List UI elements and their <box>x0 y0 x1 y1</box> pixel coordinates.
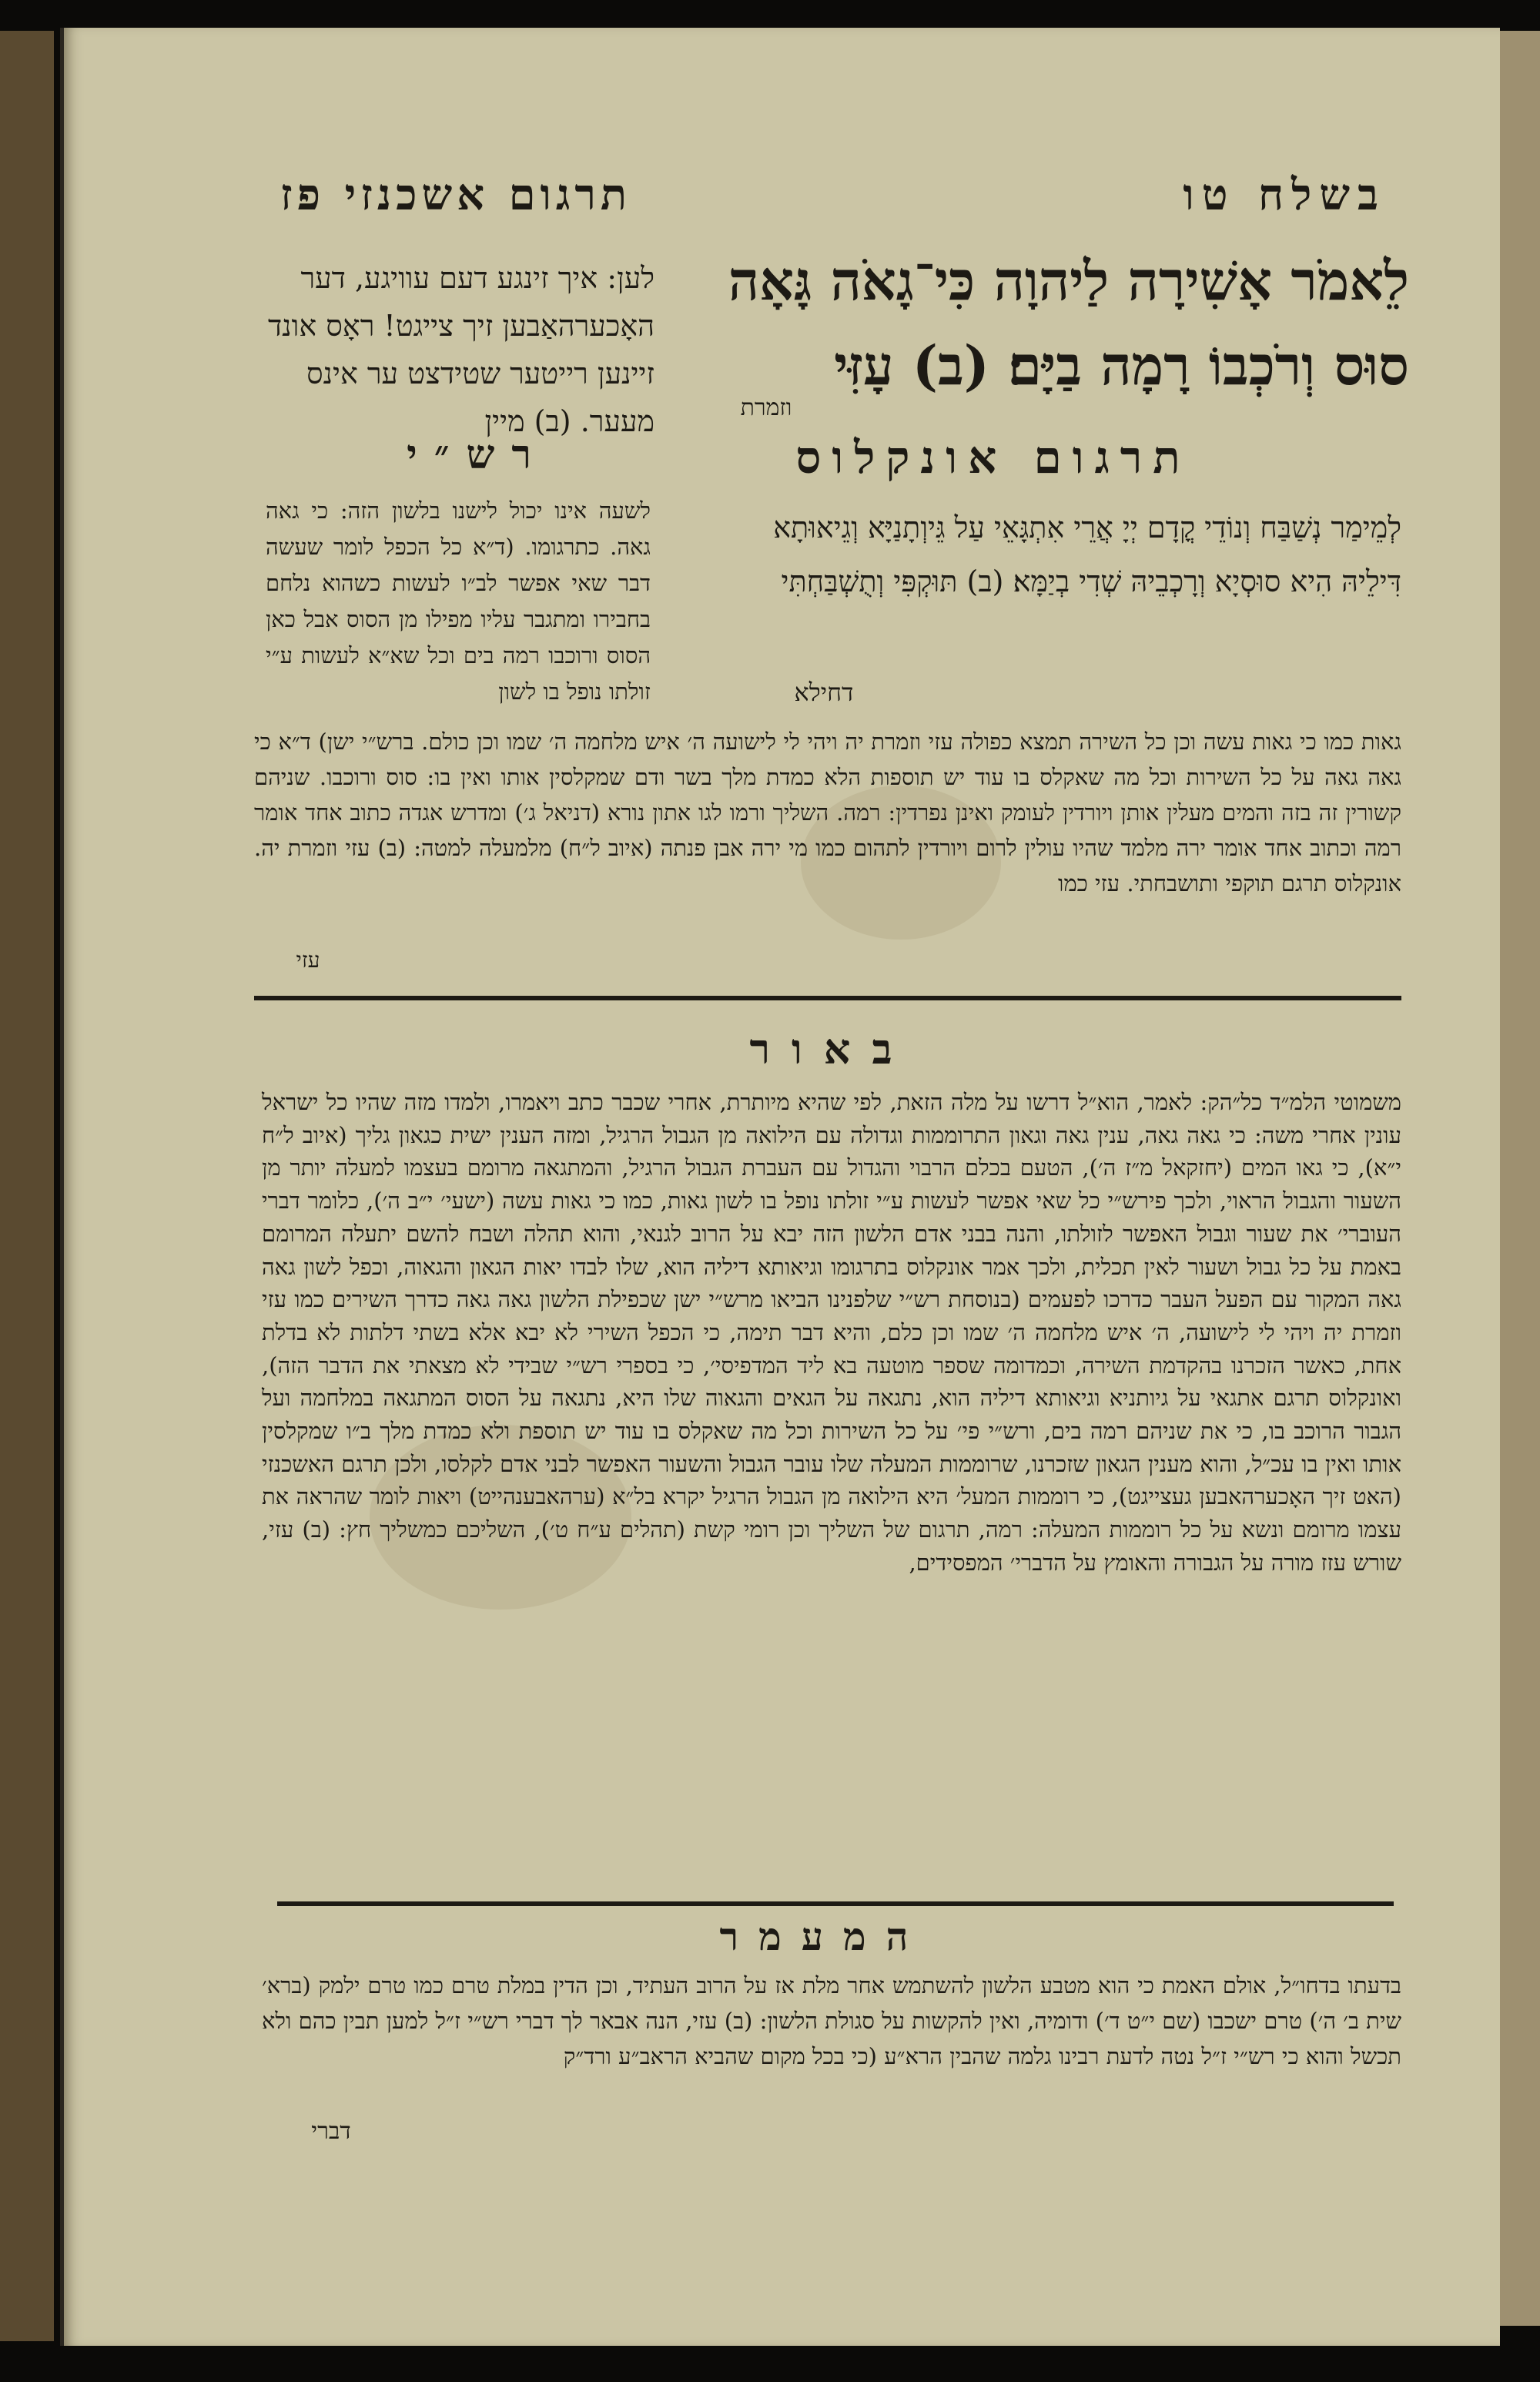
onkelos-title: תרגום אונקלוס <box>795 431 1191 484</box>
next-page-edge <box>1500 31 1540 2326</box>
verse-catchword: וזמרת <box>740 394 792 421</box>
section-divider <box>277 1901 1394 1906</box>
measef-catchword: דברי <box>311 2118 351 2145</box>
hebrew-verse-text: לֵאמֹר אָשִׁירָה לַיהוָה כִּי־גָאֹה גָּאָה סוּס וְרֹכְבוֹ רָמָה בַיָּם׃ (ב) עָזִּי <box>728 249 1409 397</box>
section-divider <box>254 996 1401 1000</box>
measef-commentary-text: בדעתו בדחו״ל, אולם האמת כי הוא מטבע הלשון להשתמש אחר מלת אז על הרוב העתיד, וכן הדין במלת טרם כמו טרם ילמק (ברא׳ שית ב׳ ה׳) טרם ישכבו (שם י״ט ד׳) ודומיה, ואין להקשות על סגולת הלשון: (ב) עזי, הנה אבאר לך דברי רש״י ז״ל למען תבין כהם ולא תכשל והוא כי רש״י ז״ל נטה לדעת רבינו גלמה שהבין הרא״ע (כי בכל מקום שהביא הראב״ע ורד״ק <box>262 1972 1401 2069</box>
onkelos-catchword: דחילא <box>794 678 854 707</box>
parsha-page-header: בשלח טו <box>1183 169 1386 220</box>
translation-page-header: תרגום אשכנזי פז <box>280 169 631 220</box>
onkelos-text: לְמֵימַר נְשַׁבַּח וְנוֹדֵי קֳדָם יְיָ אֲרֵי אִתְגָּאֵי עַל גֵּיוְתָנַיָּא וְגֵיאוּתָא דִּילֵיהּ הִיא סוּסְיָא וְרָכְבֵיהּ שְׁדִי בְיַמָּא׃ (ב) תּוּקְפִּי וְתֻשְׁבַּחְתִּי <box>773 511 1401 598</box>
measef-title: המעמר <box>719 1914 929 1959</box>
rashi-column-text: לשעה אינו יכול לישנו בלשון הזה: כי גאה גאה. כתרגומו. (ד״א כל הכפל לומר שעשה דבר שאי אפשר לב״ו לעשות כשהוא נלחם בחבירו ומתגבר עליו מפילו מן הסוס אבל כאן הסוס ורוכבו רמה בים וכל שא״א לעשות ע״י זולתו נופל בו לשון <box>266 498 651 705</box>
biur-commentary-text: משמוטי הלמ״ד כל״הק: לאמר, הוא״ל דרשו על מלה הזאת, לפי שהיא מיותרת, אחרי שכבר כתב ויאמרו, ולמדו מזה שהיו כל ישראל עונין אחרי משה: כי גאה גאה, ענין גאה וגאון התרוממות וגדולה עם הילואה מן הגבול הרגיל, ומזה הענין ישית כגאון גליך (איוב ל״ח י״א), כי גאו המים (יחזקאל מ״ז ה׳), הטעם בכלם הרבוי והגדול עם העברת הגבול הרגיל, והמתגאה מרומם בעצמו למעלה יותר מן השעור והגבול הראוי, ולכך פירש״י כל שאי אפשר לעשות ע״י זולתו נופל בו לשון גאות, כמו כי גאות עשה (ישעי׳ י״ב ה׳), כלומר דברי העוברי׳ את שעור וגבול האפשר לזולתו, והנה בבני אדם הלשון הזה יבא על הרוב לגנאי, והוא תהלה ושבח להשם יתעלה המרומם באמת על כל גבול ושעור לאין תכלית, ולכך אמר אונקלוס בתרגומו וגיאותא דיליה הוא, שלו לבדו יאות הגאון והגאוה, וכפל לשון גאה גאה המקור עם הפעל העבר כדרכו לפעמים (בנוסחת רש״י שלפנינו הביאו מרש״י ישן שכפילת הלשון גאה גאה כדרך השירים כמו עזי וזמרת יה ויהי לי לישועה, ה׳ איש מלחמה ה׳ שמו וכן כלם, והיא דבר תימה, כי הכפל השירי לא יבא אלא בשתי דלתות לא בדלת אחת, כאשר הזכרנו בהקדמת השירה, וכמדומה שספר מוטעה בא ליד המדפיסי׳, כי בספרי רש״י שבידי לא מצאתי את הדבר הזה), ואונקלוס תרגם אתגאי על גיותניא וגיאותא דיליה הוא, נתגאה על הגאים והגאוה שלו היא, נתגאה על הסוס המתגאה במלחמה ועל הגבור הרוכב בו, כי את שניהם רמה בים, ורש״י פי׳ על כל השירות וכל מה שאקלס בו עוד יש תוספת ולא כמדת מלך ב״ו שמקלסין אותו ואין בו עכ״ל, והוא מענין הגאון שזכרנו, שרוממות המעלה שלו עובר הגבול והשעור האפשר לבני אדם לקלסו, ולכן תרגם האשכנזי (האט זיך האָכערהאבען געצייגט), כי רוממות המעל׳ היא הילואה מן הגבול הרגיל יקרא בל״א (ערהאבענהייט) ויאות לומר שהראה את עצמו מרומם ונשא על כל רוממות המעלה: רמה, תרגום של השליך וכן רומי קשת (תהלים ע״ח ט׳), השליכם כמשליך חץ: (ב) עזי, שורש עזז מורה על הגבורה והאומץ על הדברי׳ המפסידים, <box>262 1089 1401 1576</box>
rashi-full-width-text: גאות כמו כי גאות עשה וכן כל השירה תמצא כפולה עזי וזמרת יה ויהי לי לישועה ה׳ איש מלחמה ה׳ שמו וכן כולם. ברש״י ישן) ד״א כי גאה גאה על כל השירות וכל מה שאקלס בו עוד יש תוספות הלא כמדת מלך בשר ודם שמקלסין אותו ואין בו: סוס ורוכבו. שניהם קשורין זה בזה והמים מעלין אותן ויורדין לעומק ואינן נפרדין: רמה. השליך ורמו לגו אתון נורא (דניאל ג׳) ומדרש אגדה כתוב אחד אומר רמה וכתוב אחד אומר ירה מלמד שהיו עולין לרום ויורדין לתהום כמו מי ירה אבן פנתה (איוב ל״ח) מלמעלה למטה: (ב) עזי וזמרת יה. אונקלוס תרגם תוקפי ותושבחתי. עזי כמו <box>254 729 1401 896</box>
rashi-title: רש״י <box>407 431 548 478</box>
rashi-catchword: עזי <box>296 947 320 973</box>
book-spine-edge <box>0 31 54 2341</box>
yiddish-translation-text: לען: איך זינגע דעם עוויגע, דער האָכערהאַבען זיך צייגט! ראָס אונד זיינען רייטער שטידצט ער אינס מעער. (ב) מיין <box>268 261 654 438</box>
biur-title: באור <box>749 1024 914 1074</box>
